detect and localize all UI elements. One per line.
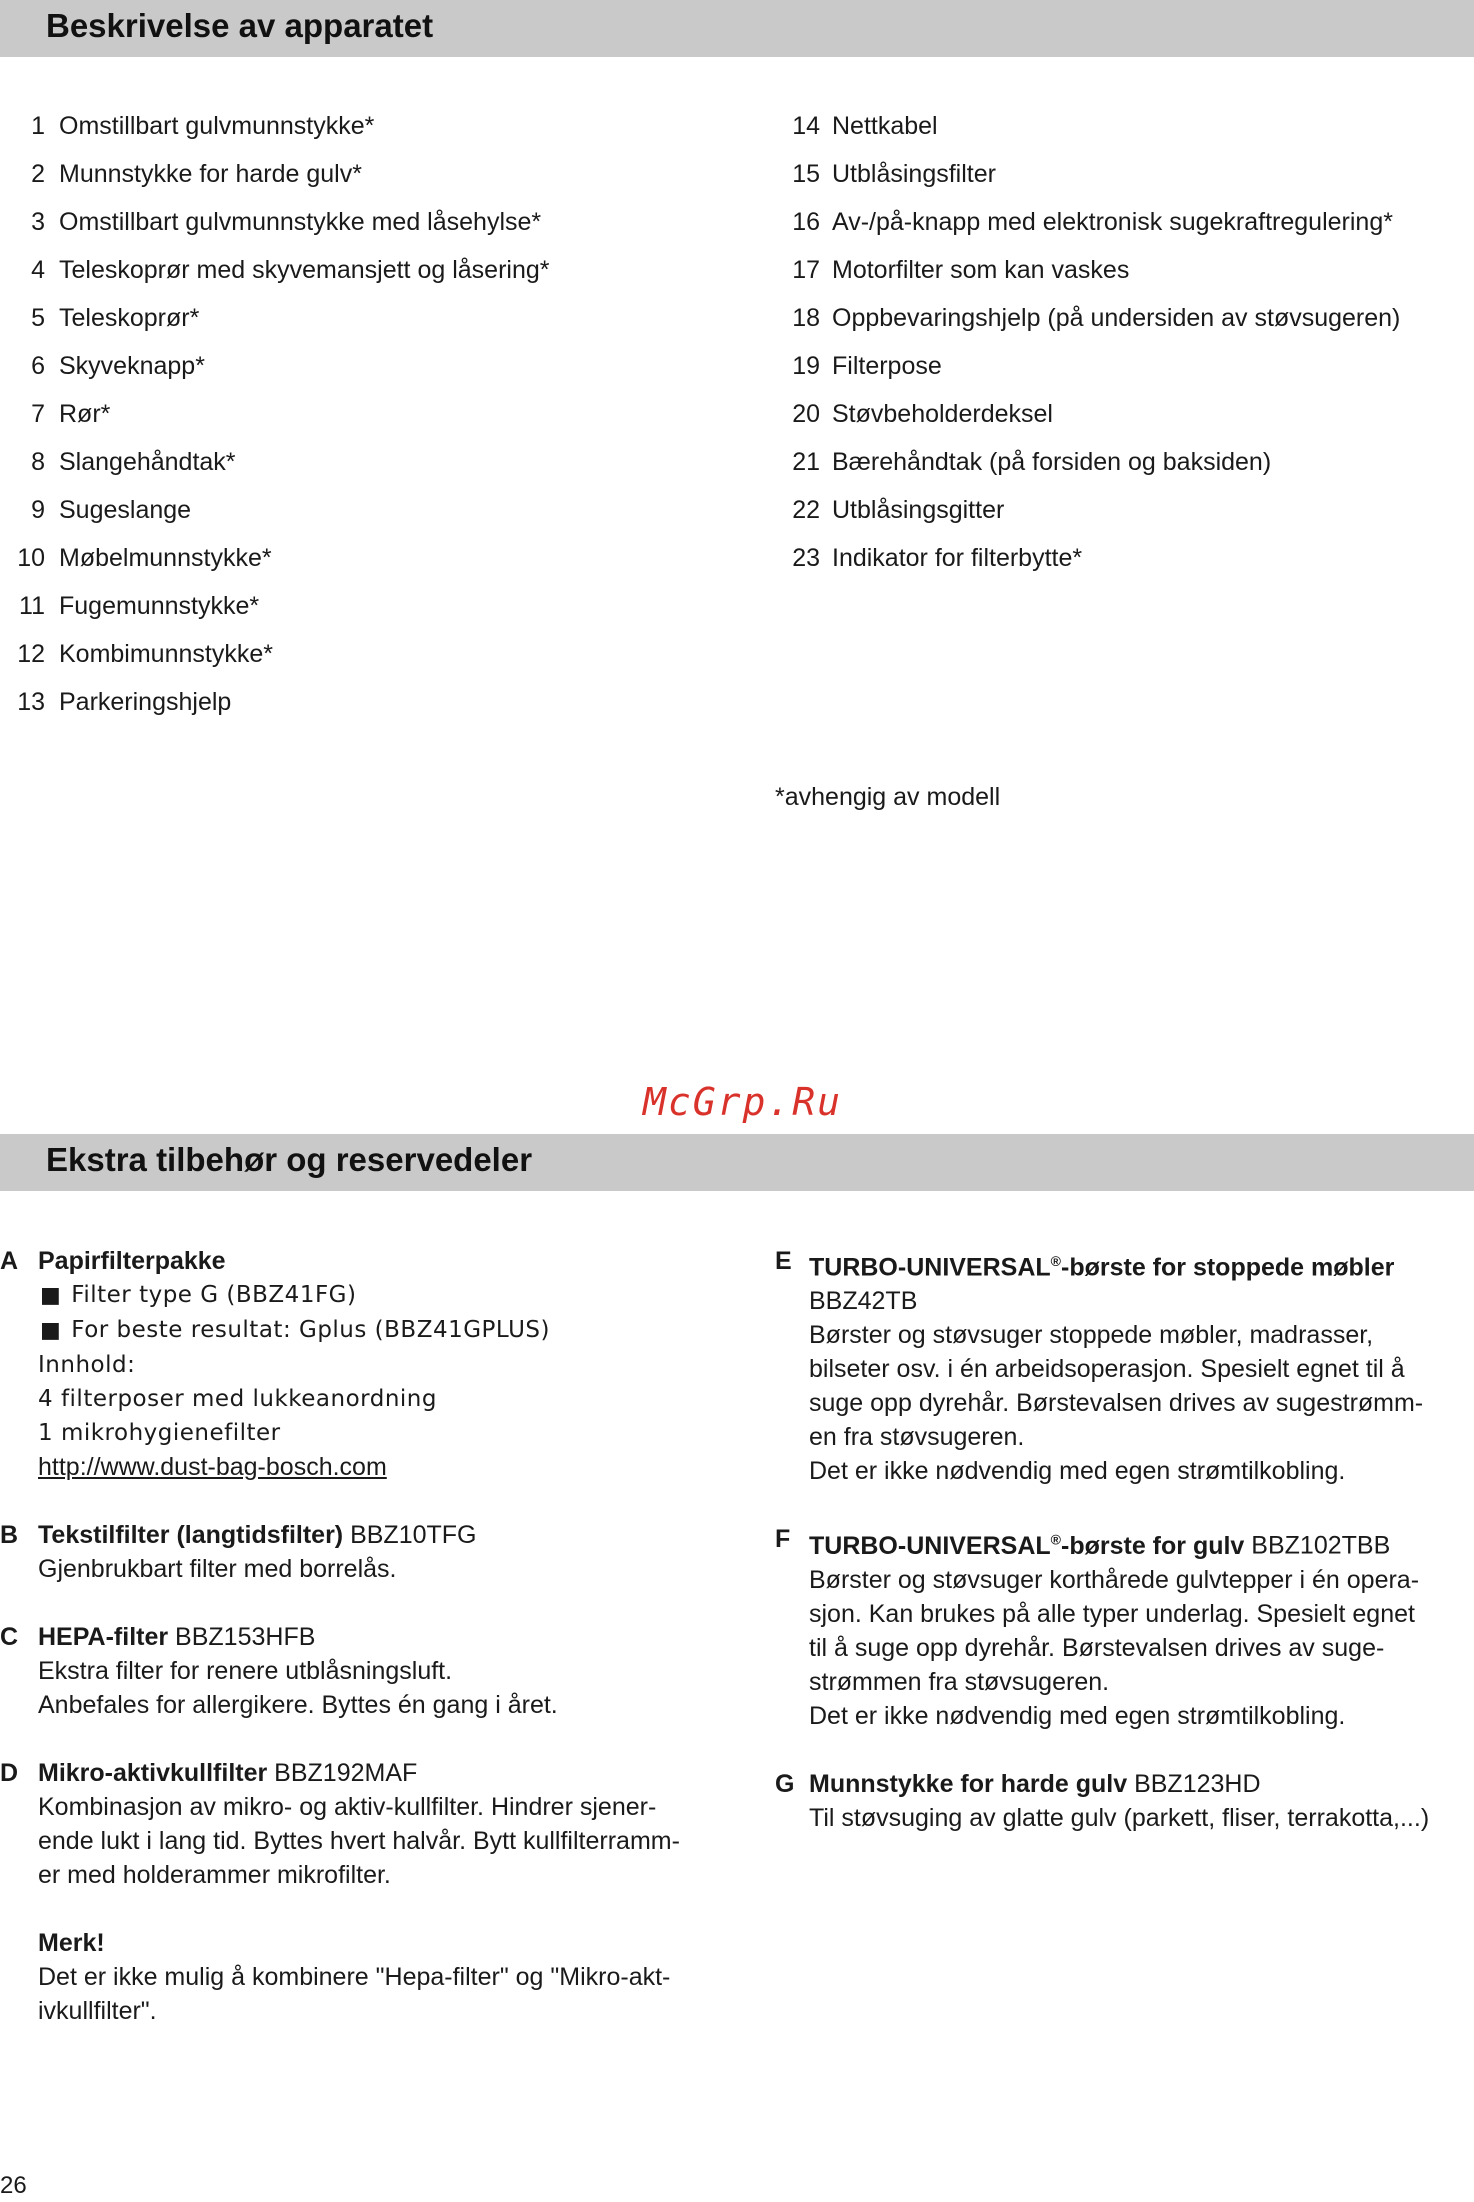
accessory-letter: G [775, 1769, 795, 1798]
accessory-a [0, 1244, 730, 1484]
part-item [0, 302, 720, 350]
accessories-left [0, 1244, 730, 2062]
part-label: Støvbeholderdeksel [832, 400, 1053, 428]
part-item [780, 158, 1474, 206]
accessory-title: TURBO-UNIVERSAL [809, 1253, 1051, 1282]
text-line: 1 mikrohygienefilter [38, 1420, 281, 1446]
text-line: Til støvsuging av glatte gulv (parkett, fliser, terrakotta,...) [809, 1803, 1430, 1832]
accessory-code: BBZ192MAF [267, 1759, 418, 1787]
text-line: bilseter osv. i én arbeidsoperasjon. Spesielt egnet til å [809, 1355, 1405, 1384]
text-line: en fra støvsugeren. [809, 1423, 1025, 1452]
part-item [780, 110, 1474, 158]
part-item [780, 350, 1474, 398]
part-item [780, 446, 1474, 494]
text-line: 4 filterposer med lukkeanordning [38, 1386, 437, 1412]
section-header-accessories [0, 1134, 1474, 1191]
part-number: 9 [31, 496, 45, 524]
text-line: Gjenbrukbart filter med borrelås. [38, 1555, 397, 1583]
part-label: Munnstykke for harde gulv* [59, 160, 362, 188]
accessory-title: Mikro-aktivkullfilter [38, 1759, 268, 1787]
text-line: er med holderammer mikrofilter. [38, 1861, 391, 1889]
accessory-title-suffix: -børste for gulv [1061, 1531, 1245, 1560]
bullet-item: ■ Filter type G (BBZ41FG) [38, 1278, 730, 1313]
text-line: Det er ikke nødvendig med egen strømtilkobling. [809, 1457, 1346, 1486]
part-label: Sugeslange [59, 496, 192, 524]
registered-mark: ® [1050, 1531, 1061, 1548]
text-line: strømmen fra støvsugeren. [809, 1667, 1110, 1696]
watermark-text: McGrp.Ru [643, 1080, 843, 1124]
part-item [0, 542, 720, 590]
accessory-title: Tekstilfilter (langtidsfilter) [38, 1521, 344, 1549]
part-number: 5 [31, 304, 45, 332]
part-label: Omstillbart gulvmunnstykke med låsehylse* [59, 208, 542, 236]
section-title: Beskrivelse av apparatet [46, 7, 434, 44]
part-label: Kombimunnstykke* [59, 640, 273, 668]
accessory-letter: C [0, 1623, 19, 1651]
part-number: 1 [31, 112, 45, 140]
part-label: Teleskoprør* [59, 304, 200, 332]
part-label: Nettkabel [832, 112, 938, 140]
text-line: Det er ikke nødvendig med egen strømtilkobling. [809, 1701, 1346, 1730]
part-label: Slangehåndtak* [59, 448, 236, 476]
accessory-title: HEPA-filter [38, 1623, 169, 1651]
text-line: sjon. Kan brukes på alle typer underlag. Spesielt egnet [809, 1599, 1415, 1628]
accessory-letter: B [0, 1521, 19, 1549]
accessory-title-suffix: -børste for stoppede møbler [1061, 1253, 1395, 1282]
text-line: Ekstra filter for renere utblåsningsluft. [38, 1657, 453, 1685]
part-number: 22 [792, 496, 820, 524]
accessory-code: BBZ153HFB [168, 1623, 316, 1651]
part-number: 6 [31, 352, 45, 380]
part-item [780, 494, 1474, 542]
part-label: Bærehåndtak (på forsiden og baksiden) [832, 448, 1272, 476]
accessory-letter: F [775, 1525, 791, 1554]
parts-list-right [780, 110, 1474, 590]
section-title: Ekstra tilbehør og reservedeler [46, 1141, 533, 1178]
text-line: til å suge opp dyrehår. Børstevalsen drives av suge- [809, 1633, 1385, 1662]
accessories-right [775, 1244, 1474, 1869]
note-line: Det er ikke mulig å kombinere "Hepa-filter" og "Mikro-akt- [38, 1963, 671, 1991]
part-number: 18 [792, 304, 820, 332]
part-item [0, 110, 720, 158]
part-number: 4 [31, 256, 45, 284]
accessory-title: Papirfilterpakke [38, 1247, 226, 1275]
part-number: 8 [31, 448, 45, 476]
accessory-letter: D [0, 1759, 19, 1787]
accessory-g [775, 1767, 1474, 1835]
part-label: Fugemunnstykke* [59, 592, 260, 620]
parts-list-left [0, 110, 720, 734]
accessory-d [0, 1756, 730, 2028]
accessory-letter: E [775, 1247, 792, 1275]
accessory-code: BBZ42TB [809, 1287, 918, 1316]
part-label: Rør* [59, 400, 111, 428]
registered-mark: ® [1050, 1253, 1061, 1269]
model-footnote: *avhengig av modell [775, 783, 1001, 811]
accessory-code: BBZ102TBB [1244, 1531, 1391, 1560]
text-line: Innhold: [38, 1352, 136, 1378]
part-item [0, 494, 720, 542]
part-item [0, 350, 720, 398]
dust-bag-link[interactable]: http://www.dust-bag-bosch.com [38, 1453, 387, 1481]
part-number: 15 [792, 160, 820, 188]
part-label: Motorfilter som kan vaskes [832, 256, 1130, 284]
accessory-code: BBZ10TFG [343, 1521, 477, 1549]
text-line: suge opp dyrehår. Børstevalsen drives av sugestrømm- [809, 1389, 1424, 1418]
accessory-c [0, 1620, 730, 1722]
part-item [0, 254, 720, 302]
bullet-item: ■ For beste resultat: Gplus (BBZ41GPLUS) [38, 1313, 730, 1348]
part-item [780, 254, 1474, 302]
accessory-f [775, 1522, 1474, 1732]
part-label: Utblåsingsgitter [832, 496, 1005, 524]
text-line: Børster og støvsuger stoppede møbler, madrasser, [809, 1321, 1374, 1350]
part-item [0, 158, 720, 206]
part-item [0, 686, 720, 734]
part-item [0, 590, 720, 638]
accessory-b [0, 1518, 730, 1586]
part-label: Parkeringshjelp [59, 688, 232, 716]
part-number: 17 [792, 256, 820, 284]
accessory-title: TURBO-UNIVERSAL [809, 1531, 1051, 1560]
note-title: Merk! [38, 1929, 105, 1957]
part-number: 7 [31, 400, 45, 428]
part-number: 2 [31, 160, 45, 188]
part-number: 3 [31, 208, 45, 236]
part-number: 20 [792, 400, 820, 428]
accessory-e [775, 1244, 1474, 1488]
part-item [0, 206, 720, 254]
text-line: ende lukt i lang tid. Byttes hvert halvår. Bytt kullfilterramm- [38, 1827, 680, 1855]
part-number: 16 [792, 208, 820, 236]
part-number: 23 [792, 544, 820, 572]
section-header-description [0, 0, 1474, 57]
part-label: Møbelmunnstykke* [59, 544, 272, 572]
part-item [0, 446, 720, 494]
text-line: Børster og støvsuger korthårede gulvtepper i én opera- [809, 1565, 1420, 1594]
part-label: Oppbevaringshjelp (på undersiden av støvsugeren) [832, 304, 1401, 332]
part-item [0, 398, 720, 446]
part-item [0, 638, 720, 686]
part-label: Indikator for filterbytte* [832, 544, 1083, 572]
text-line: Anbefales for allergikere. Byttes én gang i året. [38, 1691, 558, 1719]
part-item [780, 542, 1474, 590]
part-label: Omstillbart gulvmunnstykke* [59, 112, 375, 140]
part-number: 21 [792, 448, 820, 476]
page-number: 26 [0, 2172, 27, 2199]
part-number: 10 [17, 544, 45, 572]
part-item [780, 206, 1474, 254]
accessory-title: Munnstykke for harde gulv [809, 1769, 1128, 1798]
part-label: Teleskoprør med skyvemansjett og låsering* [59, 256, 550, 284]
part-number: 19 [792, 352, 820, 380]
accessory-code: BBZ123HD [1127, 1769, 1261, 1798]
part-item [780, 398, 1474, 446]
part-number: 12 [17, 640, 45, 668]
part-label: Utblåsingsfilter [832, 160, 996, 188]
text-line: Kombinasjon av mikro- og aktiv-kullfilter. Hindrer sjener- [38, 1793, 657, 1821]
part-number: 14 [792, 112, 820, 140]
part-number: 13 [17, 688, 45, 716]
part-number: 11 [19, 592, 45, 620]
part-item [780, 302, 1474, 350]
accessory-letter: A [0, 1247, 19, 1275]
part-label: Skyveknapp* [59, 352, 205, 380]
part-label: Av-/på-knapp med elektronisk sugekraftregulering* [832, 208, 1393, 236]
note-line: ivkullfilter". [38, 1997, 157, 2025]
part-label: Filterpose [832, 352, 942, 380]
